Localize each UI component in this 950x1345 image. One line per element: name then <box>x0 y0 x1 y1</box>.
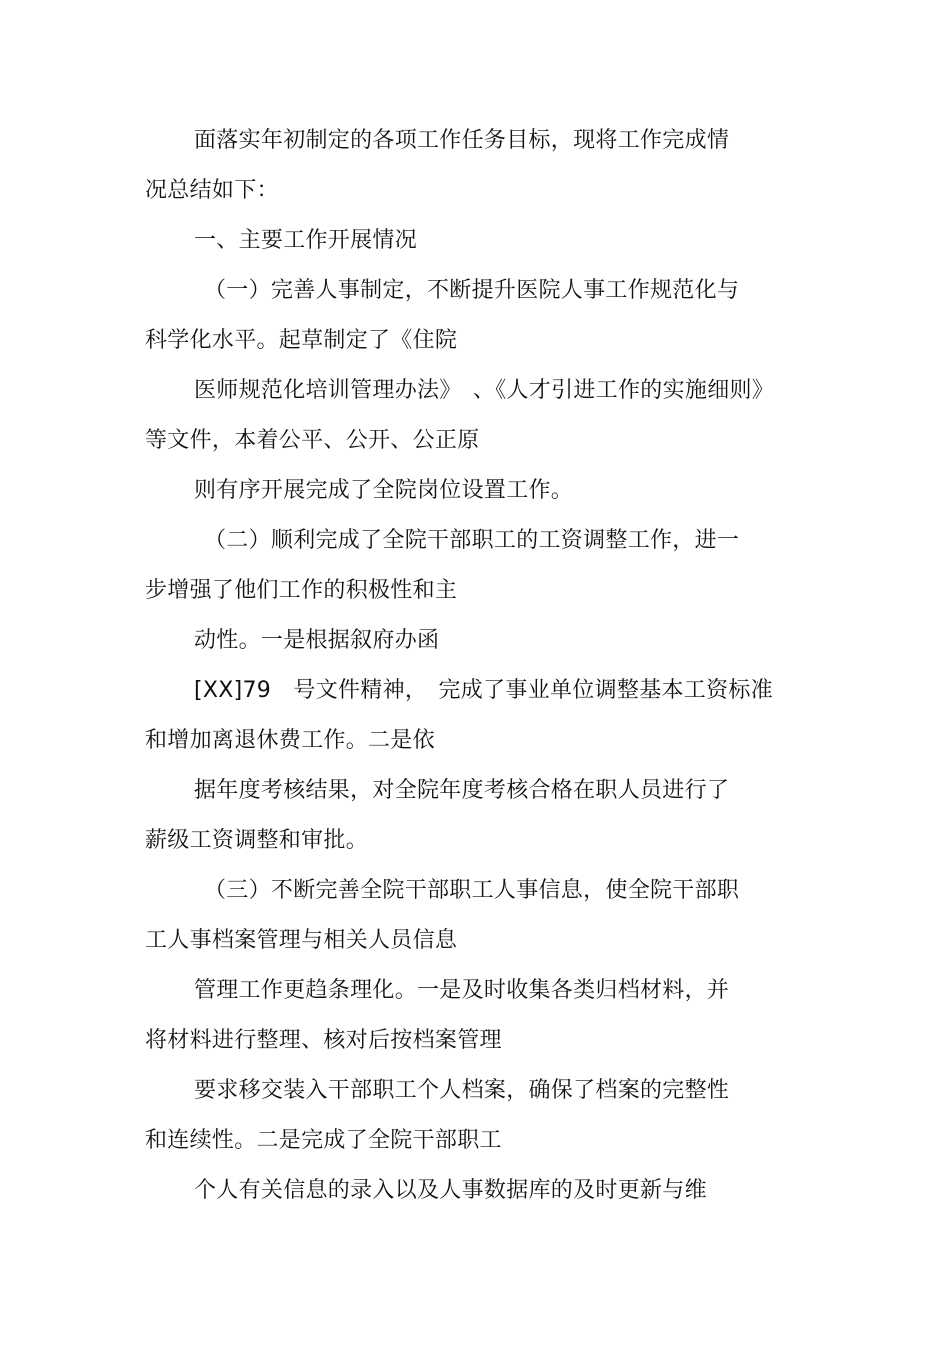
text-line: 等文件，本着公平、公开、公正原 <box>145 428 480 453</box>
text-line: [XX]79 号文件精神， 完成了事业单位调整基本工资标准 <box>194 678 774 703</box>
text-line: 和连续性。二是完成了全院干部职工 <box>145 1128 502 1153</box>
text-line: 科学化水平。起草制定了《住院 <box>145 328 458 353</box>
text-line: 将材料进行整理、核对后按档案管理 <box>145 1028 502 1053</box>
text-line: 薪级工资调整和审批。 <box>145 828 369 853</box>
text-line: （二）顺利完成了全院干部职工的工资调整工作，进一 <box>204 528 740 553</box>
text-line: 医师规范化培训管理办法》 、《人才引进工作的实施细则》 <box>194 378 775 403</box>
text-line: 个人有关信息的录入以及人事数据库的及时更新与维 <box>194 1178 707 1203</box>
text-line: 步增强了他们工作的积极性和主 <box>145 578 458 603</box>
text-line: 面落实年初制定的各项工作任务目标，现将工作完成情 <box>194 128 730 153</box>
text-line: 则有序开展完成了全院岗位设置工作。 <box>194 478 574 503</box>
text-line: 要求移交装入干部职工个人档案，确保了档案的完整性 <box>194 1078 730 1103</box>
text-line: 和增加离退休费工作。二是依 <box>145 728 435 753</box>
text-line: 管理工作更趋条理化。一是及时收集各类归档材料，并 <box>194 978 730 1003</box>
text-line: 工人事档案管理与相关人员信息 <box>145 928 458 953</box>
section-heading: 一、主要工作开展情况 <box>194 228 418 253</box>
text-line: 动性。一是根据叙府办函 <box>194 628 440 653</box>
text-line: 据年度考核结果，对全院年度考核合格在职人员进行了 <box>194 778 730 803</box>
text-line: 况总结如下： <box>145 178 279 203</box>
text-line: （三）不断完善全院干部职工人事信息，使全院干部职 <box>204 878 740 903</box>
text-line: （一）完善人事制定，不断提升医院人事工作规范化与 <box>204 278 740 303</box>
